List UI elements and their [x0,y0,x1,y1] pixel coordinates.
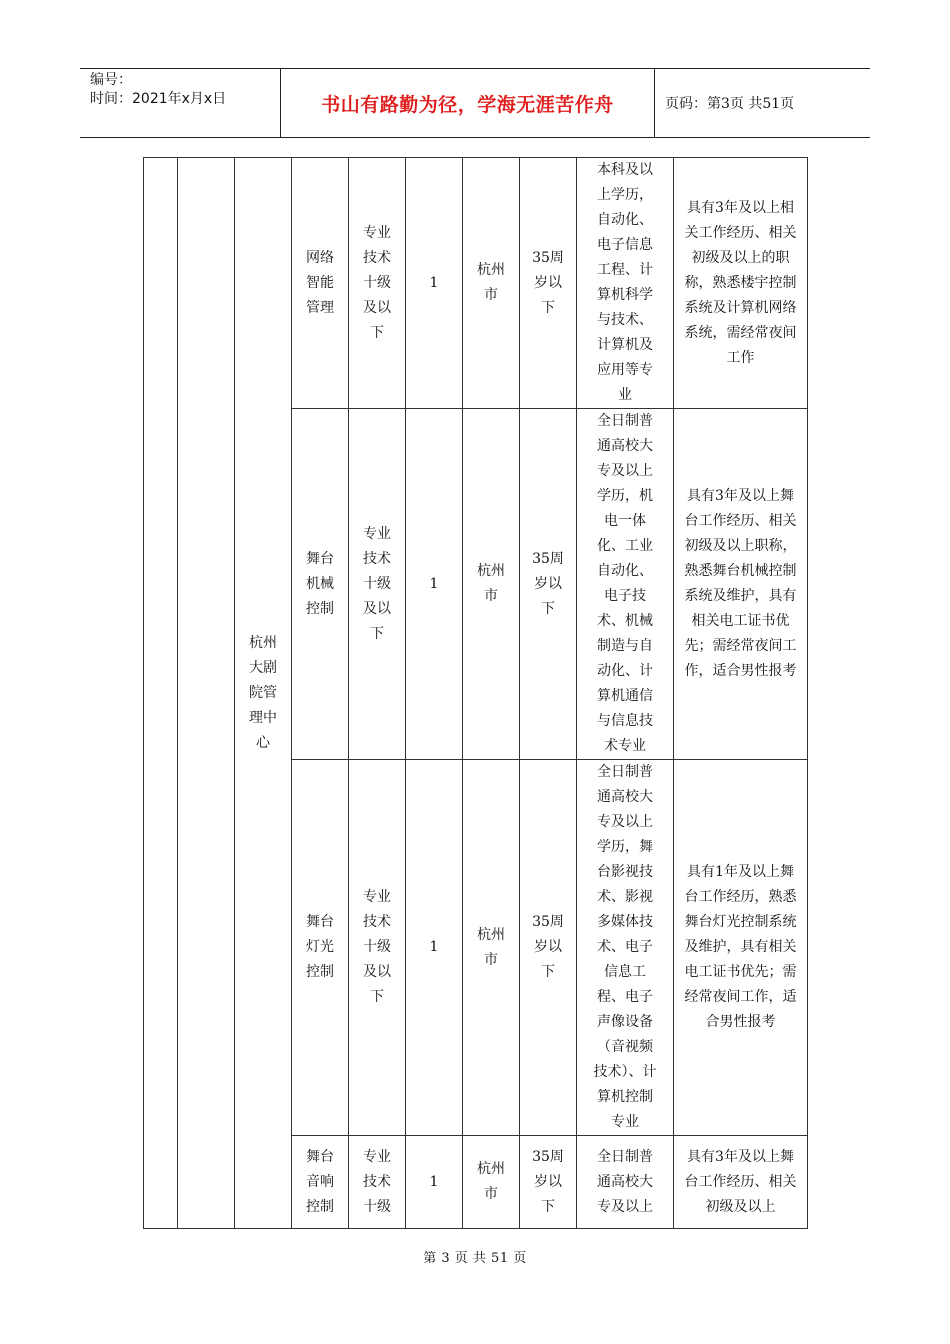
education-requirement: 全日制普通高校大专及以上学历，舞台影视技术、影视多媒体技术、电子信息工程、电子声像设备（音视频技术）、计算机控制专业 [593,764,657,1130]
age-limit: 35周岁以下 [532,249,564,316]
position-name: 网络智能管理 [306,249,334,316]
position-cell [292,760,349,1136]
position-count: 1 [429,274,439,291]
count-cell [406,409,463,760]
position-name: 舞台音响控制 [306,1148,334,1215]
requirement-cell [674,409,808,760]
position-count: 1 [429,575,439,592]
header-divider [654,69,655,137]
level-cell [349,158,406,409]
age-limit: 35周岁以下 [532,914,564,980]
document-header [80,68,870,138]
place-cell [463,158,520,409]
header-motto: 书山有路勤为径，学海无涯苦作舟 [321,93,614,116]
document-date-label: 时间：2021年x月x日 [90,91,227,107]
position-level: 专业技术十级 [363,1148,391,1215]
recruitment-table [143,157,808,1229]
other-requirement: 具有3年及以上舞台工作经历、相关初级及以上 [684,1148,797,1215]
education-cell [577,158,674,409]
work-place: 杭州市 [477,926,505,968]
position-level: 专业技术十级及以下 [363,889,391,1005]
position-level: 专业技术十级及以下 [363,224,391,341]
age-limit: 35周岁以下 [532,1148,564,1215]
header-page-info: 页码：第3页 共51页 [665,96,795,112]
other-requirement: 具有3年及以上相关工作经历、相关初级及以上的职称，熟悉楼宇控制系统及计算机网络系统，需经常夜间工作 [684,199,797,366]
empty-cell [144,158,178,1229]
requirement-cell [674,1136,808,1229]
other-requirement: 具有1年及以上舞台工作经历，熟悉舞台灯光控制系统及维护，具有相关电工证书优先；需经常夜间工作，适合男性报考 [684,864,797,1030]
education-requirement: 本科及以上学历，自动化、电子信息工程、计算机科学与技术、计算机及应用等专业 [597,162,653,403]
age-cell [520,760,577,1136]
education-requirement: 全日制普通高校大专及以上学历，机电一体化、工业自动化、电子技术、机械制造与自动化、计算机通信与信息技术专业 [597,413,653,754]
empty-cell [178,158,235,1229]
position-count: 1 [429,939,439,955]
age-cell [520,158,577,409]
education-cell [577,1136,674,1229]
unit-cell [235,158,292,1229]
other-requirement: 具有3年及以上舞台工作经历、相关初级及以上职称，熟悉舞台机械控制系统及维护，具有相关电工证书优先；需经常夜间工作，适合男性报考 [684,488,797,679]
place-cell [463,1136,520,1229]
position-cell [292,1136,349,1229]
requirement-cell [674,760,808,1136]
work-place: 杭州市 [477,1161,505,1202]
level-cell [349,409,406,760]
count-cell [406,760,463,1136]
position-cell [292,409,349,760]
table-row [144,158,808,409]
place-cell [463,760,520,1136]
position-name: 舞台灯光控制 [306,914,334,980]
level-cell [349,760,406,1136]
work-place: 杭州市 [477,262,505,303]
age-limit: 35周岁以下 [532,550,564,617]
position-name: 舞台机械控制 [306,550,334,617]
document-number-label: 编号： [90,72,132,88]
position-cell [292,158,349,409]
education-requirement: 全日制普通高校大专及以上 [597,1148,653,1215]
age-cell [520,409,577,760]
place-cell [463,409,520,760]
position-count: 1 [429,1173,439,1190]
count-cell [406,1136,463,1229]
requirement-cell [674,158,808,409]
page-footer: 第 3 页 共 51 页 [423,1251,527,1266]
level-cell [349,1136,406,1229]
work-place: 杭州市 [477,563,505,604]
age-cell [520,1136,577,1229]
header-meta [80,69,280,137]
education-cell [577,409,674,760]
unit-name: 杭州大剧院管理中心 [249,634,277,751]
education-cell [577,760,674,1136]
position-level: 专业技术十级及以下 [363,525,391,642]
count-cell [406,158,463,409]
